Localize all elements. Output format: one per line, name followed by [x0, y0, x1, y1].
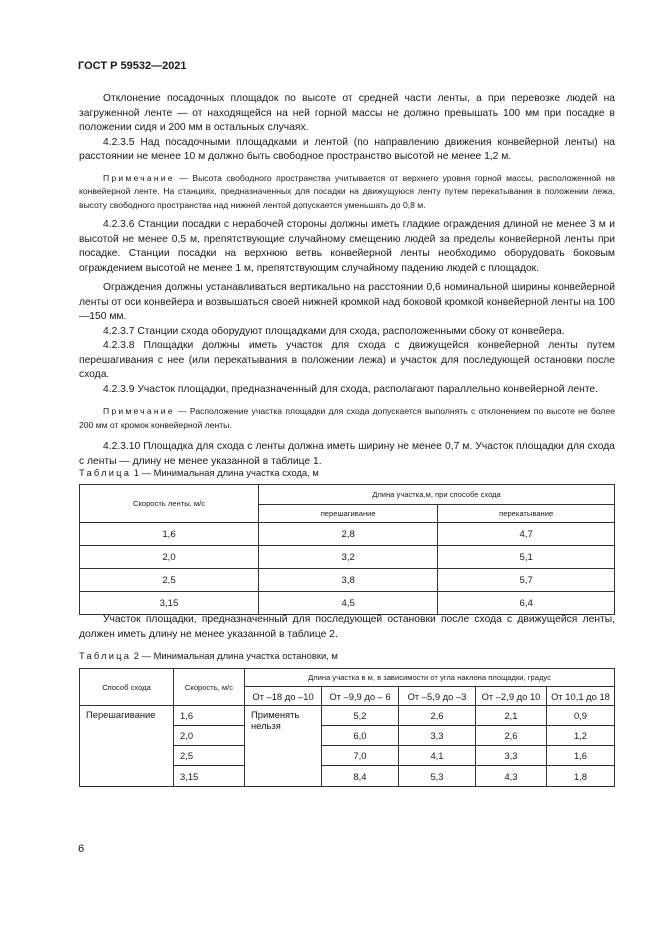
table-2-header-angle: От –5,9 до –3	[399, 687, 476, 706]
table-cell: 2,0	[80, 546, 259, 569]
table-cell: 5,3	[399, 766, 476, 787]
table-cell: 4,5	[259, 592, 438, 615]
table-2-header-angle: От 10,1 до 18	[547, 687, 615, 706]
table-1-header-rolling: перекатывание	[438, 505, 615, 523]
paragraph-stop-section: Участок площадки, предназначенный для последующей остановки после схода с движущейся ленты, должен иметь длину не менее указанной в таблице 2.	[79, 614, 615, 640]
table-2-method-cell: Перешагивание	[80, 706, 174, 787]
table-2-caption-text: 2 — Минимальная длина участка остановки, м	[131, 650, 338, 661]
table-1	[79, 484, 615, 615]
table-cell: 1,8	[547, 766, 615, 787]
table-1-caption	[79, 467, 319, 478]
table-row	[80, 523, 615, 546]
table-cell: 5,2	[322, 706, 399, 726]
table-cell: 3,3	[399, 726, 476, 746]
table-1-header-group: Длина участка,м, при способе схода	[259, 485, 615, 505]
table-row	[80, 706, 615, 726]
note-2-label: Примечание	[103, 406, 175, 416]
table-1-caption-label: Таблица	[79, 467, 132, 478]
table-cell: 5,1	[438, 546, 615, 569]
paragraph-4-2-3-7: 4.2.3.7 Станции схода оборудуют площадками для схода, расположенными сбоку от конвейера.	[103, 325, 565, 337]
table-cell: 3,15	[80, 592, 259, 615]
table-cell: 2,5	[80, 569, 259, 592]
table-2-header-method: Способ схода	[80, 669, 174, 706]
table-2-not-allowed-cell: Применять нельзя	[245, 706, 322, 787]
table-cell: 2,8	[259, 523, 438, 546]
table-cell: 4,3	[476, 766, 547, 787]
table-cell: 1,6	[80, 523, 259, 546]
table-2-header-angle: От –18 до –10	[245, 687, 322, 706]
table-cell: 6,0	[322, 726, 399, 746]
paragraph-4-2-3-6: 4.2.3.6 Станции посадки с нерабочей стороны должны иметь гладкие ограждения длиной не менее 3 м и высотой не менее 0,5 м, препятствующие случайному смещению людей за пределы конвейерной ленты при посадке. Станции посадки на верхнюю ветвь конвейерной ленты необходимо оборудовать боковым ограждением высотой не менее 1 м, препятствующим случайному падению людей с площадок.	[79, 219, 615, 274]
table-cell: 3,3	[476, 746, 547, 766]
table-cell: 6,4	[438, 592, 615, 615]
table-cell: 4,1	[399, 746, 476, 766]
paragraph-fencing: Ограждения должны устанавливаться вертикально на расстоянии 0,6 номинальной ширины конвейерной ленты от оси конвейера и возвышаться своей нижней кромкой над боковой кромкой конвейерной ленты на 100—150 мм.	[79, 282, 615, 322]
table-2-caption	[79, 650, 338, 661]
table-2-header-group: Длина участка в м, в зависимости от угла наклона площадки, градус	[245, 669, 615, 687]
table-cell: 7,0	[322, 746, 399, 766]
table-cell: 0,9	[547, 706, 615, 726]
table-row	[80, 592, 615, 615]
table-2-header-speed: Скорость, м/с	[174, 669, 245, 706]
table-2-caption-label: Таблица	[79, 650, 132, 661]
paragraph-deviation: Отклонение посадочных площадок по высоте от средней части ленты, а при перевозке людей на загруженной ленте — от находящейся на ней горной массы не должно превышать 100 мм при посадке в положении сидя и 200 мм в остальных случаях.	[79, 93, 615, 133]
table-cell: 4,7	[438, 523, 615, 546]
table-cell: 2,5	[174, 746, 245, 766]
table-cell: 3,8	[259, 569, 438, 592]
page-number: 6	[78, 843, 85, 855]
table-cell: 1,2	[547, 726, 615, 746]
body-text-block	[79, 92, 615, 469]
paragraph-4-2-3-5: 4.2.3.5 Над посадочными площадками и лентой (по направлению движения конвейерной ленты) на расстоянии не менее 10 м должно быть свободное пространство высотой не менее 1,2 м.	[79, 136, 615, 162]
table-cell: 5,7	[438, 569, 615, 592]
table-cell: 1,6	[174, 706, 245, 726]
table-cell: 2,6	[399, 706, 476, 726]
table-2	[79, 668, 615, 787]
table-2-intro	[79, 613, 615, 642]
paragraph-4-2-3-8: 4.2.3.8 Площадки должны иметь участок для схода с движущейся конвейерной ленты путем перешагивания с нее (или перекатывания в положении лежа) и участок для последующей остановки после схода.	[79, 340, 615, 380]
table-row	[80, 569, 615, 592]
paragraph-4-2-3-10: 4.2.3.10 Площадка для схода с ленты должна иметь ширину не менее 0,7 м. Участок площадки для схода с ленты — длину не менее указанной в таблице 1.	[79, 441, 615, 467]
note-1	[79, 172, 615, 213]
table-1-header-stepping: перешагивание	[259, 505, 438, 523]
document-header: ГОСТ Р 59532—2021	[78, 60, 187, 72]
note-2-text: — Расположение участка площадки для схода допускается выполнять с отклонением по высоте не более 200 мм от кромок конвейерной ленты.	[79, 406, 615, 430]
table-cell: 1,6	[547, 746, 615, 766]
paragraph-4-2-3-9: 4.2.3.9 Участок площадки, предназначенный для схода, располагают параллельно конвейерной ленте.	[103, 383, 599, 395]
note-1-label: Примечание	[103, 172, 175, 183]
note-2	[79, 405, 615, 432]
table-cell: 3,2	[259, 546, 438, 569]
table-cell: 3,15	[174, 766, 245, 787]
table-1-caption-text: 1 — Минимальная длина участка схода, м	[131, 467, 319, 478]
table-cell: 8,4	[322, 766, 399, 787]
table-2-header-angle: От –9,9 до – 6	[322, 687, 399, 706]
table-row	[80, 546, 615, 569]
table-2-header-angle: От –2,9 до 10	[476, 687, 547, 706]
note-1-text: — Высота свободного пространства учитывается от верхнего уровня горной массы, расположенной на конвейерной ленте. На станциях, предназначенных для посадки на движущуюся ленту путем перекатывания в положении лежа, высоту свободного пространства над нижней лентой допускается уменьшать до 0,8 м.	[79, 172, 615, 210]
table-cell: 2,0	[174, 726, 245, 746]
table-1-header-speed: Скорость ленты, м/с	[80, 485, 259, 523]
table-cell: 2,6	[476, 726, 547, 746]
table-cell: 2,1	[476, 706, 547, 726]
